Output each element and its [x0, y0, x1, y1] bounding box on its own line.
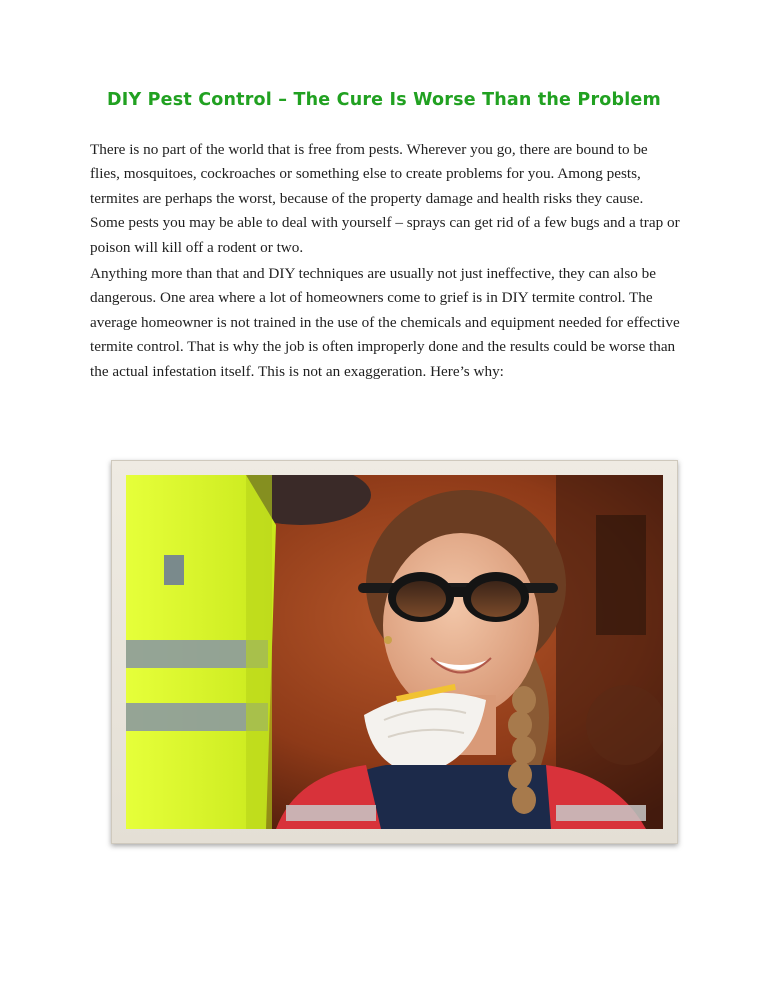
- worker-photo: [126, 475, 663, 829]
- photo-frame: [111, 460, 678, 844]
- paragraph-intro: There is no part of the world that is free from pests. Wherever you go, there are bound to be flies, mosquitoes, cockroaches or something else to create problems for you. Among pests, termites are perhaps the worst, because of the property damage and health risks they cause. Some pests you may be able to deal with yourself – sprays can get rid of a few bugs and a trap or poison will kill off a rodent or two.: [90, 141, 680, 256]
- document-title: DIY Pest Control – The Cure Is Worse Than the Problem: [107, 90, 661, 110]
- paragraph-diy-dangers: Anything more than that and DIY techniques are usually not just ineffective, they can also be dangerous. One area where a lot of homeowners come to grief is in DIY termite control. The average homeowner is not trained in the use of the chemicals and equipment needed for effective termite control. That is why the job is often improperly done and the results could be worse than the actual infestation itself. This is not an exaggeration. Here’s why:: [90, 265, 680, 380]
